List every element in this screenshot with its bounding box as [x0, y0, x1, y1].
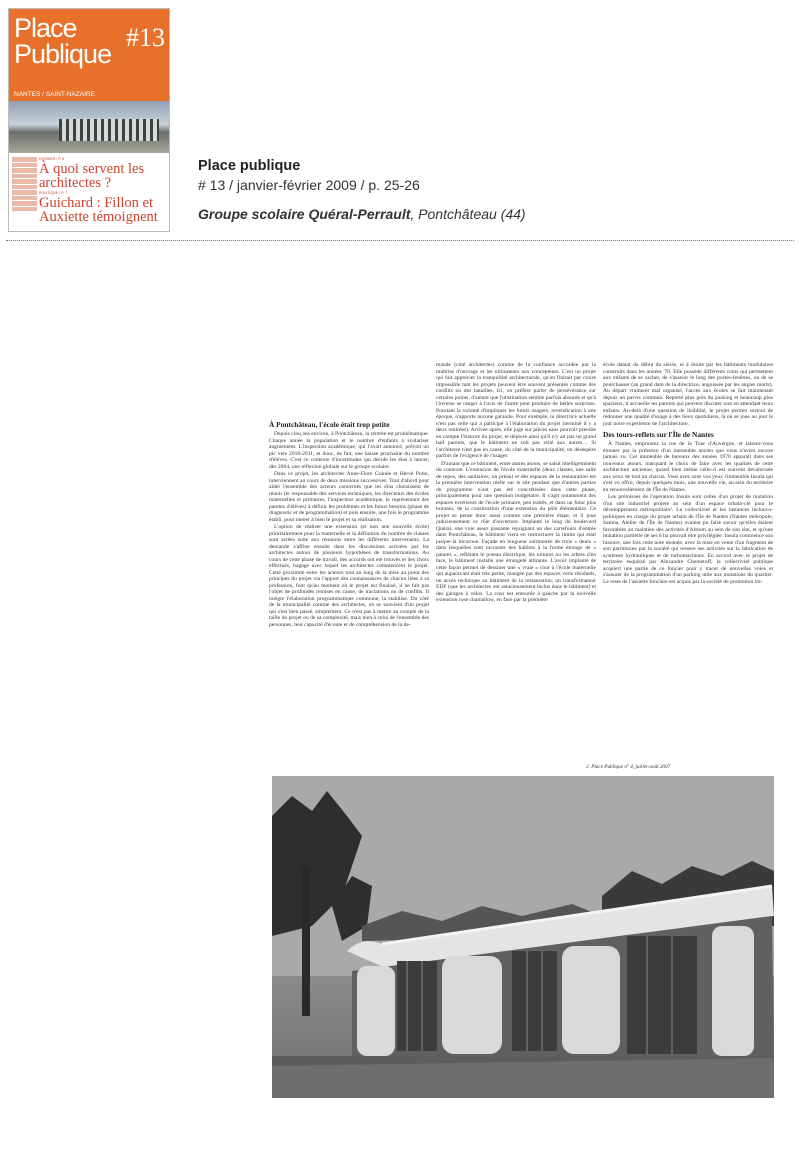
article-paragraph: Dans ce projet, les architectes Anne-Flore Guinée et Hervé Potin, interviennent au cours de deux missions successives. Tout d'abord pour aider l'ensemble des acteurs concernés que les élus choisissent de réunir (le responsable des services techniques, les directeurs des écoles maternelles et primaires, l'inspecteur académique, le représentant des parents d'élèves) à définir les problèmes et les futurs besoins (phase de diagnostic et de programmation) et puis ensuite, une fois le programme établi, pour mener à bien le projet et sa réalisation. [269, 471, 429, 523]
article-column-2 [436, 362, 596, 766]
project-subject [198, 205, 788, 223]
article-paragraph: école datant du début du siècle, et à droite par les bâtiments modulaires construits dans les années '70. Elle possède différents coins qui permettent aux enfants de se cacher, de s'asseoir le long des portes-fenêtres, ou de se pourchasser (au grand dam de la directrice, angoissée par les angles morts). Au départ vraiment mal organisé, l'accès aux écoles se fait maintenant depuis un parvis commun. Reporté plus près du parking et beaucoup plus spacieux, il accueille les parents qui peuvent discuter tout en attendant leurs enfants. Au-delà d'une question de lisibilité, le projet permet surtout de redonner une qualité d'usage à des lieux quotidiens, là où se joue au jour le jour notre expérience de l'architecture. [603, 362, 773, 427]
school-building-photo [272, 776, 774, 1098]
cover-lower-panel [9, 153, 170, 232]
project-location: , Pontchâteau (44) [410, 206, 526, 222]
article-paragraph: L'option de réaliser une extension (et non une nouvelle école) prioritairement pour la maternelle et la définition du nombre de classes sont actées suite aux réunions entre les différents intervenants. La demande s'affine ensuite dans les discussions activées par les architectes autour de plusieurs hypothèses de transformations. Au cours de cette phase de travail, des accords ont été trouvés et des choix effectués, bagage avec lequel les architectes commencent le projet. Cette proximité entre les acteurs tout au long de la mise au point des principes du projet via l'apport des connaissances de chacun liées à sa profession, font qu'au moment où le projet est finalisé, il ne fait pas l'objet de profondes remises en cause, de tractations ou de conflits. Il intègre l'élaboration programmatique commune, la stabilise. Du côté de la municipalité comme des architectes, on se souvient d'un projet qui s'est bien passé, simplement. Ce n'est pas à mettre au compte de la taille du projet ou de sa complexité, mais bien à celui de l'ensemble des personnes, leur capacité d'écoute et de compréhension de la de- [269, 524, 429, 628]
cover-headline-1: À quoi servent les architectes ? [39, 161, 145, 191]
magazine-cover [8, 8, 170, 232]
cover-title: Place Publique [14, 13, 112, 69]
cover-kicker-2: POLITIQUE / P. 7 [39, 191, 68, 195]
article-column-1 [269, 420, 429, 766]
cover-masthead [9, 9, 170, 101]
school-building-illustration [272, 776, 774, 1098]
issue-line: # 13 / janvier-février 2009 / p. 25-26 [198, 177, 420, 193]
article-paragraph: À Nantes, empruntez la rue de la Tour d'Auvergne, et laissez-vous étonner par la présence d'un immeuble ancien que vous n'aviez encore jamais vu. Cet immeuble de bureaux des années 1970 apparaît dans ses nouveaux atours, marquant le choix de faire avec les qualités de cette architecture ancienne, quand bien même celle-ci est souvent dévalorisée aux yeux de tout un chacun. Vous avez sous vos yeux l'immeuble Insula qui s'est vu offrir, depuis quelques mois, une nouvelle vie, au sein du territoire en renouvellement de l'Île de Nantes. [603, 441, 773, 493]
article-scan [269, 362, 773, 766]
cover-summary-column [12, 157, 37, 212]
cover-photo-building [59, 119, 159, 141]
article-heading-2: Des tours-reflets sur l'Île de Nantes [603, 430, 714, 439]
project-name: Groupe scolaire Quéral-Perrault [198, 206, 411, 222]
cover-headline-2: Guichard : Fillon et Auxiette témoignent [39, 195, 158, 225]
publication-title: Place publique [198, 158, 301, 174]
article-paragraph: mande (côté architectes) comme de la confiance accordée par la maîtrise d'ouvrage et les utilisateurs aux concepteurs. C'est un projet qui fait apprécier la tranquillité architecturale, qu'on finirait par croire impossible tant les projets peuvent être souvent présentés comme des conflits ou des batailles. Ici, on préfère parler de persévérance sur certains points, d'autant que l'obstination semble parfois absurde et qu'à l'inverse se ranger à l'avis de l'autre peut produire de belles surprises. Pourtant la volonté d'impliquer les futurs usagers, revendication à une époque, n'apporte aucune garantie. Pour exemple, la directrice actuelle n'est pas celle qui a participé à l'élaboration du projet (terminé il y a deux rentrées). Arrivée après, elle juge sur pièces sans pouvoir prendre en compte l'histoire du projet, et déplore ainsi qu'il n'y ait pas un grand hall parents, que le bâtiment ne soit pas relié aux autres… Si l'architecte n'est pas en cause, du côté de la municipalité, on désespère parfois de l'exigence de l'usager. [436, 362, 596, 459]
dotted-divider [6, 240, 794, 241]
cover-issue-number: #13 [126, 23, 165, 52]
article-paragraph: D'autant que ce bâtiment, entre autres atouts, se saisit intelligemment du contexte. L'extension de l'école maternelle (deux classes, une salle de repos, des sanitaires, un préau) et des espaces de la restauration est la première intervention réelle sur le site pendant que d'autres parties du programme n'ont pas été concrétisées dans cette phase, principalement pour une question budgétaire. Il s'agit notamment des espaces extérieurs de l'école primaire, peu traités, et dans un futur plus lointain, de la construction d'une extension du pôle élémentaire. Ce projet se pense donc aussi comme une première étape, et il joue judicieusement ce rôle d'ouverture. Implanté le long du boulevard Quéral, une voie assez passante rejoignant un des carrefours d'entrée dans Pontchâteau, le bâtiment vient en restructurer la limite qui était jusque-là bicornue. Façade en longueur surmontée de trois « dents » dans lesquelles sont incrustés des hublots à la forme étrange de « patates », reflétant le poteau électrique, les toitures ou les arbres d'en face, le bâtiment installe une étrangeté attirante. L'avoir implanté de cette façon permet de dessiner une « vraie » cour à l'école maternelle qui auparavant était très petite, mangée par des espaces verts résiduels, un accès technique au bâtiment de la restauration, un transformateur EDF (que les architectes ont astucieusement inclus dans le bâtiment) et des garages à vélos. La cour est entourée à gauche par la nouvelle extension rose chamallow, en face par la première [436, 460, 596, 603]
cover-subtitle: NANTES / SAINT-NAZAIRE [14, 91, 95, 98]
reference-block [198, 157, 788, 223]
article-paragraph: Depuis cinq ans environ, à Pontchâteau, la rentrée est problématique. Chaque année la population et le nombre d'enfants à scolariser augmentent. L'inspection académique, qui l'avait annoncé, prévoit un pic vers 2010-2011, et donc, de fait, une baisse prochaine du nombre d'élèves. C'est ce contexte d'incertitudes qui décide les élus à lancer, dès 2004, une réflexion globale sur le groupe scolaire. [269, 431, 429, 470]
article-paragraph: Les prémisses de l'opération Insula sont celles d'un projet de mutation d'un site industriel projeté au sein d'un espace urbain-clé pour le développement métropolitain². La collectivité et les instances technico-politiques en charge du projet urbain de l'Île de Nantes (Nantes métropole, Samoa, Atelier de l'Île de Nantes) avaient pu faire savoir qu'elles étaient favorables au maintien des activités d'Alstom au sein de son site, et qu'une mutation partielle de ses 6 ha pouvait être privilégiée. Insula commence son histoire, une fois cette note donnée, avec la mise en vente d'un fragment de son patrimoine par la société qui ressere ses activités sur la fabrication de systèmes hydrauliques et de turbomachines. En accord avec le projet de territoire esquissé par Alexandre Chemetoff, la collectivité publique acquiert une partie de ce foncier pour y tracer de nouvelles voies et s'assurer de la programmation d'un parking utile aux mutations du quartier. Le reste de l'assiette foncière est acquis par la société de promotion im- [603, 494, 773, 585]
article-column-3 [603, 362, 773, 766]
cover-kicker-1: DOSSIER / P. 5 [39, 157, 65, 161]
article-heading-1: À Pontchâteau, l'école était trop petite [269, 420, 390, 429]
article-footnote: 2. Place Publique n° 4, juillet-août 2007 [586, 764, 671, 770]
